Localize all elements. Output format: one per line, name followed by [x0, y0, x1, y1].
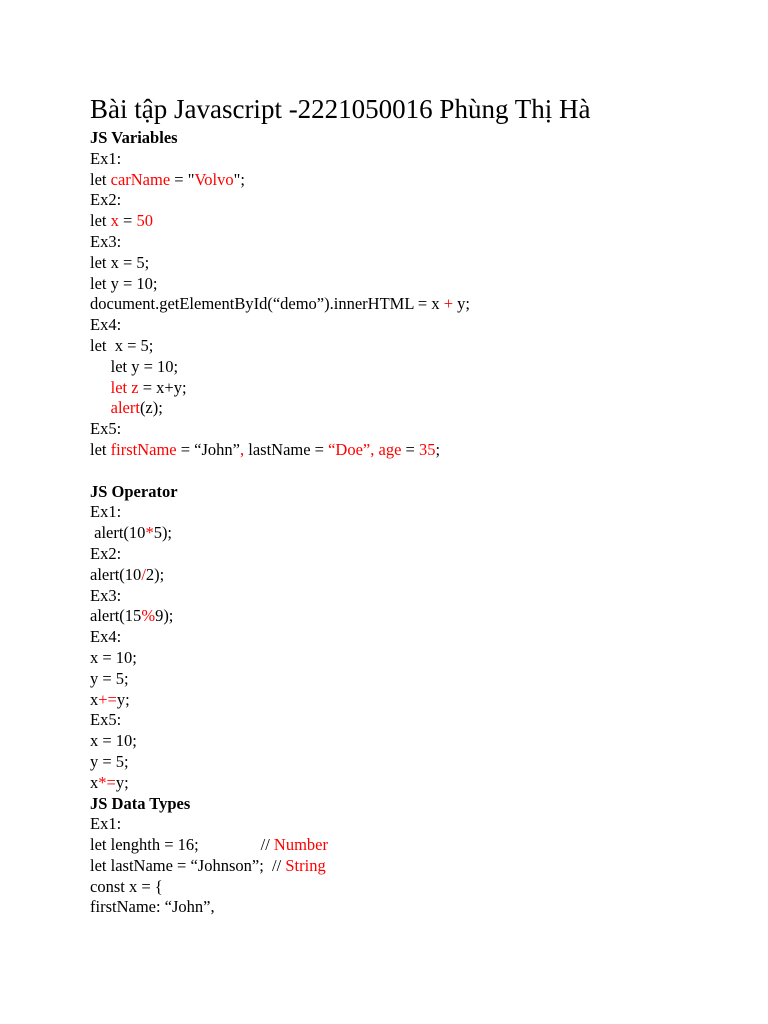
code-text: ";: [233, 169, 245, 189]
highlighted-text: /: [141, 564, 146, 584]
code-line: [90, 232, 730, 253]
code-text: y;: [115, 772, 129, 792]
code-line: [90, 752, 730, 773]
section-js-data-types: [90, 794, 730, 919]
code-text: const x = {: [90, 876, 163, 896]
code-lines: [90, 814, 730, 918]
code-text: 2);: [145, 564, 165, 584]
code-text: = x+y;: [138, 377, 187, 397]
highlighted-text: “Doe”, age: [328, 439, 402, 459]
code-line: [90, 897, 730, 918]
highlighted-text: *=: [98, 772, 116, 792]
code-text: = ": [170, 169, 195, 189]
section-js-variables: [90, 128, 730, 461]
code-lines: [90, 502, 730, 793]
highlighted-text: firstName: [110, 439, 177, 459]
code-line: [90, 877, 730, 898]
code-line: [90, 586, 730, 607]
code-text: document.getElementById(“demo”).innerHTML = x: [90, 294, 444, 314]
highlighted-text: 35: [418, 439, 436, 459]
code-text: x: [90, 689, 99, 709]
code-text: Ex3:: [90, 231, 122, 251]
code-line: [90, 294, 730, 315]
code-line: [90, 565, 730, 586]
code-text: alert(10: [90, 564, 142, 584]
code-text: let: [90, 211, 111, 231]
code-line: [90, 606, 730, 627]
document-title: Bài tập Javascript -2221050016 Phùng Thị Hà: [90, 94, 591, 124]
code-text: Ex3:: [90, 585, 122, 605]
code-text: alert(15: [90, 606, 142, 626]
code-line: [90, 835, 730, 856]
highlighted-text: Volvo: [194, 169, 234, 189]
code-text: 9);: [155, 606, 174, 626]
section-js-operator: [90, 482, 730, 794]
code-text: let: [90, 439, 111, 459]
code-line: [90, 627, 730, 648]
code-text: Ex5:: [90, 419, 122, 439]
code-text: Ex4:: [90, 627, 122, 647]
code-text: =: [401, 439, 419, 459]
code-text: let y = 10;: [90, 273, 158, 293]
code-text: Ex4:: [90, 315, 122, 335]
code-text: let lenghth = 16; //: [90, 835, 274, 855]
code-line: [90, 856, 730, 877]
code-text: let x = 5;: [90, 335, 154, 355]
highlighted-text: 50: [136, 211, 153, 231]
code-line: [90, 274, 730, 295]
code-text: let y = 10;: [90, 356, 179, 376]
highlighted-text: %: [141, 606, 156, 626]
code-line: [90, 814, 730, 835]
code-line: [90, 190, 730, 211]
code-text: firstName: “John”,: [90, 897, 215, 917]
code-line: [90, 398, 730, 419]
code-text: Ex2:: [90, 543, 122, 563]
section-heading: JS Variables: [90, 128, 178, 147]
code-line: [90, 669, 730, 690]
highlighted-text: +=: [98, 689, 117, 709]
code-text: Ex5:: [90, 710, 122, 730]
highlighted-text: carName: [110, 169, 171, 189]
highlighted-text: +: [443, 294, 454, 314]
highlighted-text: let z: [110, 377, 139, 397]
code-text: Ex1:: [90, 502, 122, 522]
highlighted-text: *: [145, 523, 154, 543]
code-line: [90, 336, 730, 357]
code-text: [90, 398, 111, 417]
code-text: y;: [116, 689, 130, 709]
document-page: [90, 90, 730, 918]
code-text: x = 10;: [90, 647, 137, 667]
code-line: [90, 419, 730, 440]
code-line: [90, 710, 730, 731]
code-line: [90, 315, 730, 336]
code-text: 5);: [153, 523, 173, 543]
code-line: [90, 149, 730, 170]
code-text: let lastName = “Johnson”; //: [90, 855, 286, 875]
code-line: [90, 170, 730, 191]
code-text: [90, 378, 111, 397]
code-text: lastName =: [244, 439, 329, 459]
code-text: alert(10: [90, 523, 146, 543]
code-text: Ex1:: [90, 148, 122, 168]
code-lines: [90, 149, 730, 461]
code-line: [90, 440, 730, 461]
highlighted-text: alert: [110, 398, 140, 418]
code-line: [90, 378, 730, 399]
code-text: ;: [435, 439, 441, 459]
code-line: [90, 357, 730, 378]
code-text: x = 10;: [90, 731, 137, 751]
code-text: x: [90, 772, 99, 792]
code-line: [90, 253, 730, 274]
highlighted-text: Number: [273, 835, 328, 855]
code-line: [90, 773, 730, 794]
code-line: [90, 523, 730, 544]
code-text: y;: [453, 294, 470, 314]
highlighted-text: String: [285, 855, 326, 875]
section-heading: JS Data Types: [90, 793, 191, 813]
code-text: let x = 5;: [90, 252, 150, 272]
code-text: y = 5;: [90, 668, 129, 688]
code-text: = “John”: [176, 439, 240, 459]
blank-line: [90, 461, 730, 482]
code-text: =: [118, 211, 137, 231]
code-line: [90, 502, 730, 523]
code-line: [90, 211, 730, 232]
code-line: [90, 544, 730, 565]
highlighted-text: x: [110, 211, 119, 231]
code-text: let: [90, 169, 111, 189]
code-text: (z);: [139, 398, 163, 418]
code-line: [90, 690, 730, 711]
code-text: Ex2:: [90, 190, 122, 210]
code-line: [90, 648, 730, 669]
code-line: [90, 731, 730, 752]
code-text: Ex1:: [90, 814, 122, 834]
code-text: y = 5;: [90, 751, 129, 771]
section-heading: JS Operator: [90, 481, 178, 501]
highlighted-text: ,: [239, 439, 245, 459]
